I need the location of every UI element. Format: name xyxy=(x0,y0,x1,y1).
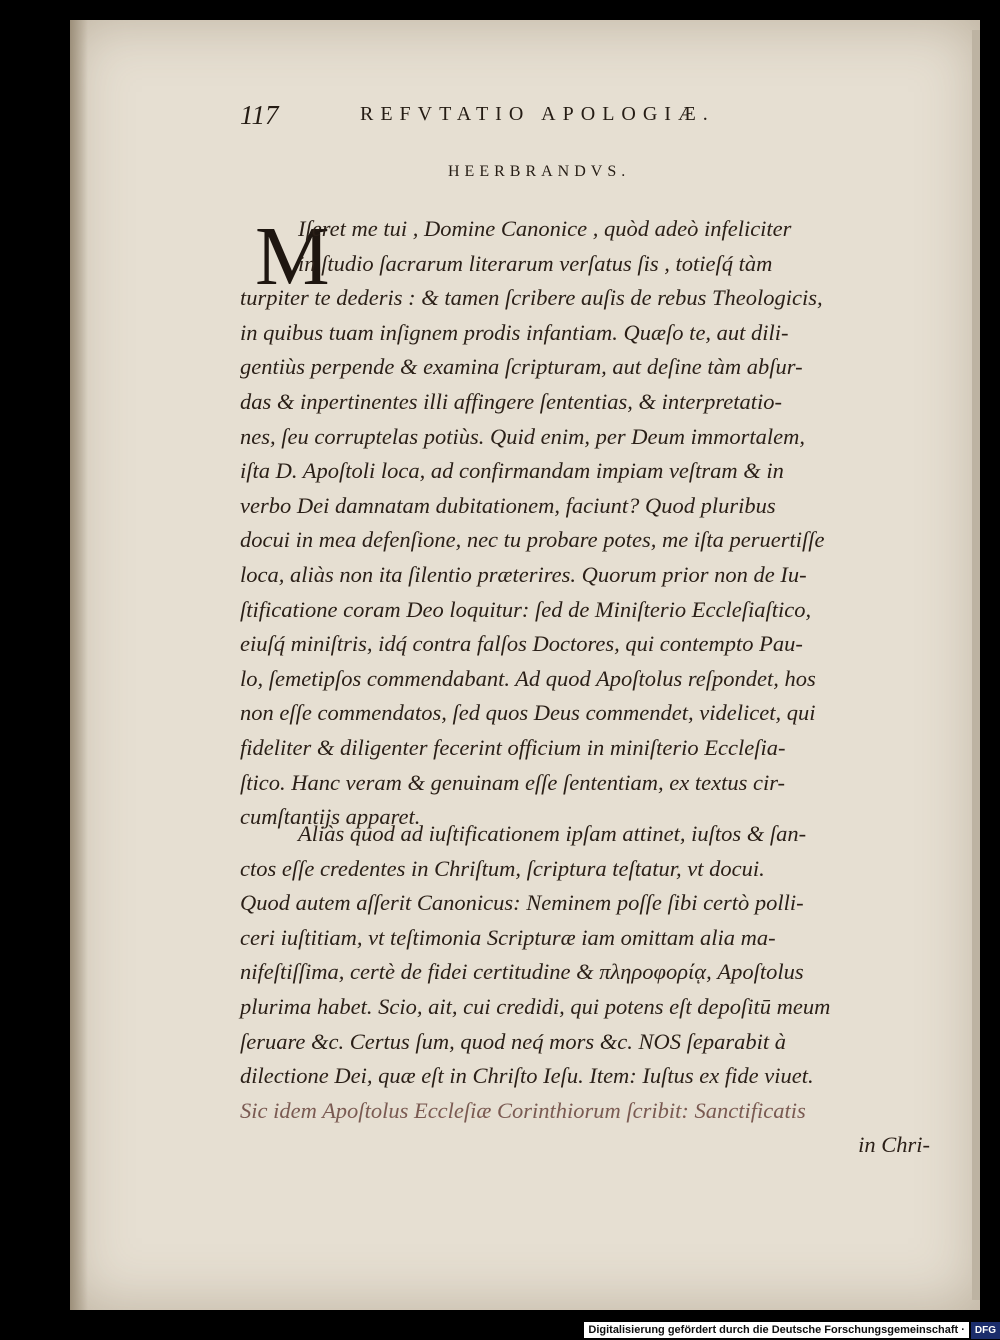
text-line: Quod autem aſſerit Canonicus: Neminem poſſe ſibi certò polli- xyxy=(240,890,804,916)
text-line: ſtico. Hanc veram & genuinam eſſe ſententiam, ex textus cir- xyxy=(240,769,786,795)
text-line: ſtificatione coram Deo loquitur: ſed de Miniſterio Eccleſiaſtico, xyxy=(240,596,812,622)
page-edge xyxy=(972,30,980,1300)
text-line: dilectione Dei, quæ eſt in Chriſto Ieſu. Item: Iuſtus ex fide viuet. xyxy=(240,1063,814,1089)
text-line: nes, ſeu corruptelas potiùs. Quid enim, per Deum immortalem, xyxy=(240,423,805,449)
text-line: Aliàs quod ad iuſtificationem ipſam attinet, iuſtos & ſan- xyxy=(298,821,807,846)
dfg-logo: DFG xyxy=(971,1322,1000,1339)
text-line: das & inpertinentes illi affingere ſententias, & interpretatio- xyxy=(240,388,783,414)
text-line: cumſtantijs apparet. xyxy=(240,804,421,830)
paragraph-1 xyxy=(240,212,930,835)
text-line: ceri iuſtitiam, vt teſtimonia Scripturæ iam omittam alia ma- xyxy=(240,924,776,950)
drop-initial: M xyxy=(255,210,330,303)
text-line: non eſſe commendatos, ſed quos Deus commendet, videlicet, qui xyxy=(240,700,816,726)
text-line: gentiùs perpende & examina ſcripturam, aut deſine tàm abſur- xyxy=(240,354,803,380)
section-heading: HEERBRANDVS. xyxy=(448,163,631,180)
page-number: 117 xyxy=(240,100,279,130)
text-line: turpiter te dederis : & tamen ſcribere auſis de rebus Theologicis, xyxy=(240,285,823,311)
running-title: REFVTATIO APOLOGIÆ. xyxy=(360,103,715,125)
text-line: iſta D. Apoſtoli loca, ad confirmandam impiam veſtram & in xyxy=(240,458,784,484)
text-line: plurima habet. Scio, ait, cui credidi, qui potens eſt depoſitū meum xyxy=(240,993,831,1019)
text-line: in ſtudio ſacrarum literarum verſatus ſis , totieſq́ tàm xyxy=(298,250,773,276)
footer-credit: Digitalisierung gefördert durch die Deutsche Forschungsgemeinschaft · xyxy=(584,1322,969,1338)
text-line: docui in mea defenſione, nec tu probare potes, me iſta peruertiſſe xyxy=(240,527,825,553)
text-line: Iſeret me tui , Domine Canonice , quòd adeò infeliciter xyxy=(298,216,792,241)
text-line: loca, aliàs non ita ſilentio præterires. Quorum prior non de Iu- xyxy=(240,561,807,587)
text-line: eiuſq́ miniſtris, idq́ contra falſos Doctores, qui contempto Pau- xyxy=(240,631,803,657)
text-line: ctos eſſe credentes in Chriſtum, ſcriptura teſtatur, vt docui. xyxy=(240,855,765,881)
text-line: Sic idem Apoſtolus Eccleſiæ Corinthiorum ſcribit: Sanctificatis xyxy=(240,1097,806,1123)
paragraph-2 xyxy=(240,817,930,1163)
text-line: lo, ſemetipſos commendabant. Ad quod Apoſtolus reſpondet, hos xyxy=(240,665,816,691)
catchword: in Chri- xyxy=(858,1132,930,1158)
text-line: fideliter & diligenter fecerint officium in miniſterio Eccleſia- xyxy=(240,734,786,760)
text-line: nifeſtiſſima, certè de fidei certitudine & πληροφορίᾳ, Apoſtolus xyxy=(240,959,804,985)
page-gutter-shadow xyxy=(70,20,88,1310)
text-line: in quibus tuam inſignem prodis infantiam. Quæſo te, aut dili- xyxy=(240,319,789,345)
text-line: ſeruare &c. Certus ſum, quod neq́ mors &c. NOS ſeparabit à xyxy=(240,1028,787,1054)
footer-credit-bar xyxy=(584,1320,1000,1340)
running-head xyxy=(240,100,920,130)
text-line: verbo Dei damnatam dubitationem, faciunt? Quod pluribus xyxy=(240,492,776,518)
